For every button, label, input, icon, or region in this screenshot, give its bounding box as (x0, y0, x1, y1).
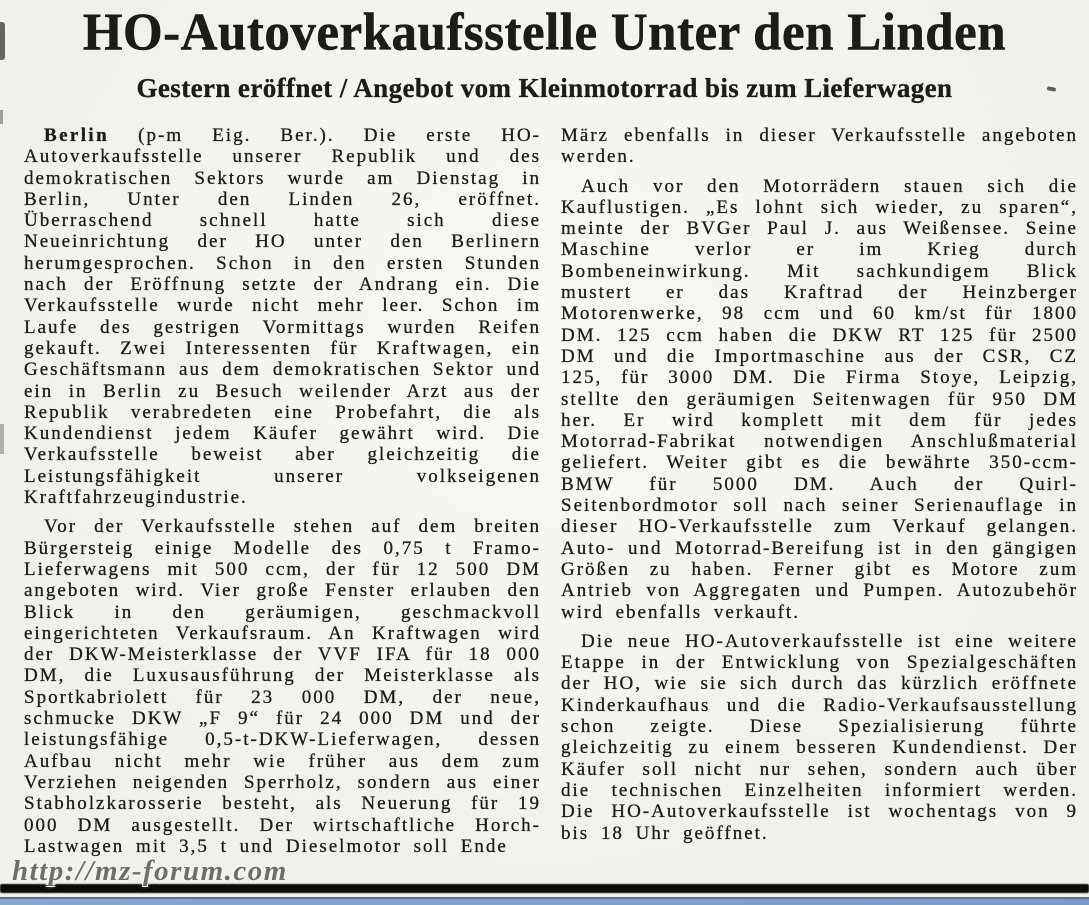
ink-smudge-icon (0, 110, 3, 124)
article-body (24, 125, 1078, 865)
article-headline: HO-Autoverkaufsstelle Unter den Linden (82, 3, 1007, 63)
article-subheadline: Gestern eröffnet / Angebot vom Kleinmotorrad bis zum Lieferwagen (136, 73, 953, 103)
watermark-url: http://mz-forum.com (12, 855, 288, 887)
column-right (561, 125, 1078, 865)
dateline: Berlin (44, 125, 110, 146)
article-paragraph: Auch vor den Motorrädern stauen sich die Kauflustigen. „Es lohnt sich wieder, zu sparen“, meinte der BVGer Paul J. aus Weißensee. Seine Maschine verlor er im Krieg durch Bombeneinwirkung. Mit sachkundigem Blick mustert er das Kraftrad der Heinzberger Motorenwerke, 98 ccm und 60 km/st für 1800 DM. 125 ccm haben die DKW RT 125 für 2500 DM und die Importmaschine aus der CSR, CZ 125, für 3000 DM. Die Firma Stoye, Leipzig, stellte den geräumigen Seitenwagen für 950 DM her. Er wird komplett mit dem für jedes Motorrad-Fabrikat notwendigen Anschlußmaterial geliefert. Weiter gibt es die bewährte 350-ccm-BMW für 5000 DM. Auch der Quirl-Seitenbordmotor soll nach seiner Serienauflage in dieser HO-Verkaufsstelle zum Verkauf gelangen. Auto- und Motorrad-Bereifung ist in den gängigen Größen zu haben. Ferner gibt es Motore zum Antrieb von Aggregaten und Pumpen. Autozubehör wird ebenfalls verkauft. (561, 175, 1078, 623)
article-paragraph: März ebenfalls in dieser Verkaufsstelle angeboten werden. (561, 125, 1078, 168)
article-paragraph: Vor der Verkaufsstelle stehen auf dem breiten Bürgersteig einige Modelle des 0,75 t Framo-Lieferwagens mit 500 ccm, der für 12 500 DM angeboten wird. Vier große Fenster erlauben den Blick in den geräumigen, geschmackvoll eingerichteten Verkaufsraum. An Kraftwagen wird der DKW-Meisterklasse der VVF IFA für 18 000 DM, die Luxusausführung der Meisterklasse als Sportkabriolett für 23 000 DM, der neue, schmucke DKW „F 9“ für 24 000 DM und der leistungsfähige 0,5-t-DKW-Lieferwagen, dessen Aufbau nicht mehr wie früher aus dem zum Verziehen neigenden Sperrholz, sondern aus einer Stabholzkarosserie besteht, als Neuerung für 19 000 DM ausgestellt. Der wirtschaftliche Horch-Lastwagen mit 3,5 t und Dieselmotor soll Ende (24, 516, 541, 857)
column-left (24, 125, 541, 865)
article-paragraph: Die neue HO-Autoverkaufsstelle ist eine weitere Etappe in der Entwicklung von Spezialgeschäften der HO, wie sie sich durch das kürzlich eröffnete Kinderkaufhaus und die Radio-Verkaufsausstellung schon zeigte. Diese Spezialisierung führte gleichzeitig zu einem besseren Kundendienst. Der Käufer soll nicht nur sehen, sondern auch über die technischen Einzelheiten informiert werden. Die HO-Autoverkaufsstelle ist wochentags von 9 bis 18 Uhr geöffnet. (561, 630, 1078, 844)
paragraph-text: (p-m Eig. Ber.). Die erste HO-Autoverkaufsstelle unserer Republik und des demokratischen Sektors wurde am Dienstag in Berlin, Unter den Linden 26, eröffnet. Überraschend schnell hatte sich diese Neueinrichtung der HO unter den Berlinern herumgesprochen. Schon in den ersten Stunden nach der Eröffnung setzte der Andrang ein. Die Verkaufsstelle wurde nicht mehr leer. Schon im Laufe des gestrigen Vormittags wurden Reifen gekauft. Zwei Interessenten für Kraftwagen, ein Geschäftsmann aus dem demokratischen Sektor und ein in Berlin zu Besuch weilender Arzt aus der Republik verabredeten eine Probefahrt, die als Kundendienst jedem Käufer gewährt wird. Die Verkaufsstelle beweist aber gleichzeitig die Leistungsfähigkeit unserer volkseigenen Kraftfahrzeugindustrie. (24, 125, 541, 509)
article-paragraph (24, 125, 541, 508)
bottom-blue-bar (0, 897, 1089, 905)
ink-smudge-icon (0, 22, 5, 60)
ink-smudge-icon (0, 424, 4, 454)
